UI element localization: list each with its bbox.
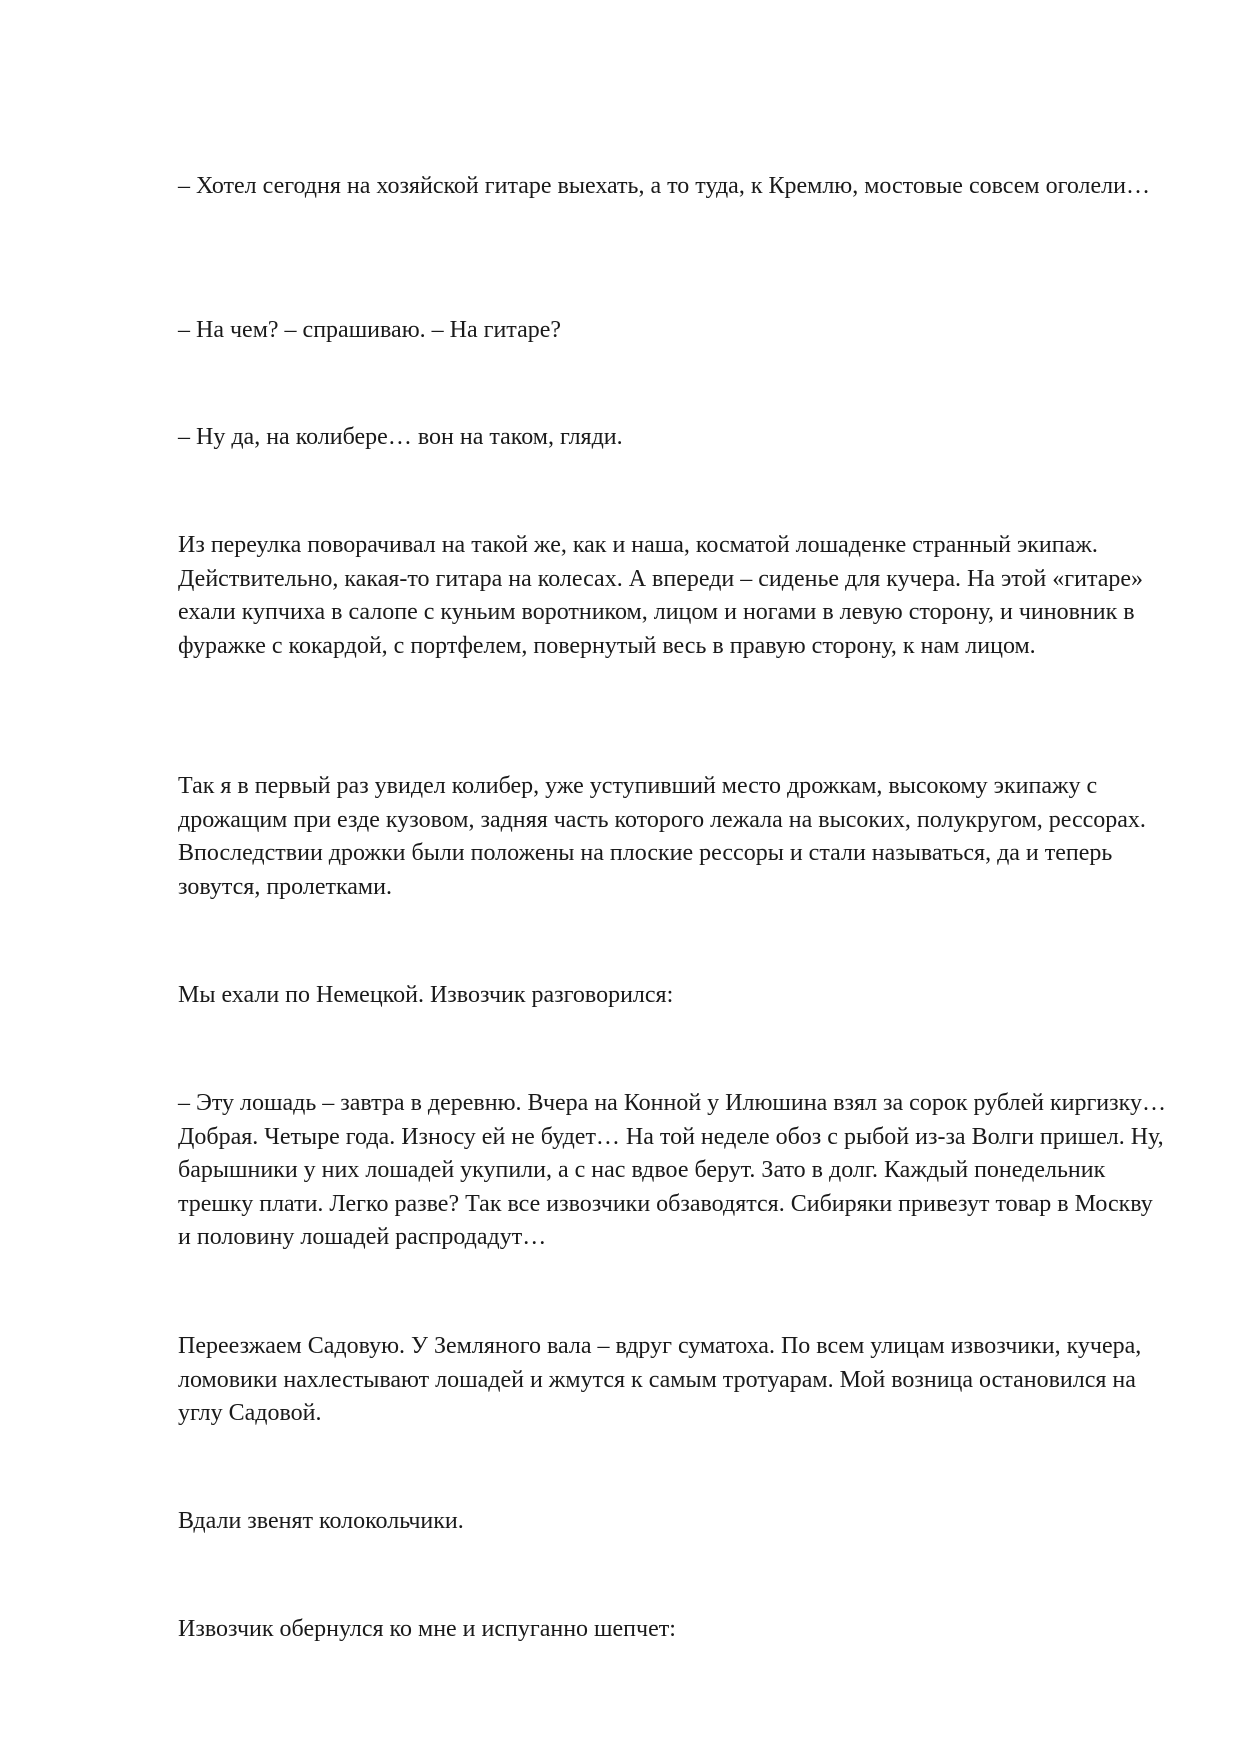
paragraph-9: Вдали звенят колокольчики.: [178, 1508, 464, 1534]
paragraph-1: – Хотел сегодня на хозяйской гитаре выехать, а то туда, к Кремлю, мостовые совсем оголели…: [178, 173, 1150, 199]
paragraph-8: Переезжаем Садовую. У Земляного вала – вдруг суматоха. По всем улицам извозчики, кучера, ломовики нахлестывают лошадей и жмутся к самым тротуарам. Мой возница остановился на углу Садовой.: [178, 1333, 1142, 1426]
paragraph-10: Извозчик обернулся ко мне и испуганно шепчет:: [178, 1616, 676, 1642]
paragraph-4: Из переулка поворачивал на такой же, как и наша, косматой лошаденке странный экипаж. Действительно, какая-то гитара на колесах. А впереди – сиденье для кучера. На этой «гитаре» ехали купчиха в салопе с куньим воротником, лицом и ногами в левую сторону, и чиновник в фуражке с кокардой, с портфелем, повернутый весь в правую сторону, к нам лицом.: [178, 532, 1144, 659]
paragraph-2: – На чем? – спрашиваю. – На гитаре?: [178, 317, 562, 343]
paragraph-7: – Эту лошадь – завтра в деревню. Вчера на Конной у Илюшина взял за сорок рублей киргизку… Добрая. Четыре года. Износу ей не будет… На той неделе обоз с рыбой из-за Волги пришел. Ну, барышники у них лошадей укупили, а с нас вдвое берут. Зато в долг. Каждый понедельник трешку плати. Легко разве? Так все извозчики обзаводятся. Сибиряки привезут товар в Москву и половину лошадей распродадут…: [178, 1090, 1166, 1250]
paragraph-5: Так я в первый раз увидел колибер, уже уступивший место дрожкам, высокому экипажу с дрожащим при езде кузовом, задняя часть которого лежала на высоких, полукругом, рессорах. Впоследствии дрожки были положены на плоские рессоры и стали называться, да и теперь зовутся, пролетками.: [178, 773, 1146, 900]
paragraph-6: Мы ехали по Немецкой. Извозчик разговорился:: [178, 982, 674, 1008]
paragraph-3: – Ну да, на колибере… вон на таком, гляди.: [178, 424, 623, 450]
